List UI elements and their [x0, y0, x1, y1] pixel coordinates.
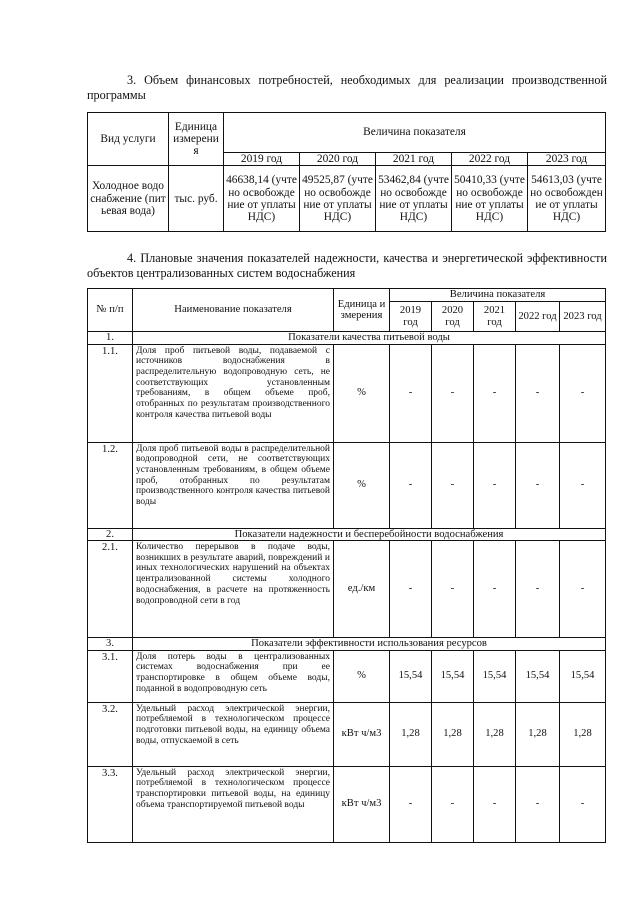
t2-row-num: 3.1. [88, 650, 133, 702]
t1-year: 2023 год [528, 153, 606, 166]
t2-year: 2021 год [474, 302, 516, 332]
section4-heading-text: 4. Плановые значения показателей надежности, качества и энергетической эффективности объектов централизованных систем водоснабжения [87, 251, 607, 280]
t2-group-title: Показатели эффективности использования ресурсов [133, 638, 606, 651]
t2-row-name: Доля потерь воды в централизованных системах водоснабжения при ее транспортировке в общем объеме воды, поданной в водопроводную сеть [133, 650, 334, 702]
t2-row-value: - [560, 766, 606, 842]
t2-row-name: Доля проб питьевой воды в распределительной водопроводной сети, не соответствующих установленным требованиям, в общем объеме проб, отобранных по результатам производственного контроля качества питьевой воды [133, 442, 334, 528]
t2-row-value: - [516, 442, 560, 528]
t2-row-value: - [560, 344, 606, 442]
t2-group-title: Показатели качества питьевой воды [133, 332, 606, 345]
t1-value-cell: 53462,84 (учтено освобождение от уплаты НДС) [376, 166, 452, 232]
section4-heading [87, 251, 607, 281]
t2-year: 2019 год [390, 302, 432, 332]
t1-year: 2021 год [376, 153, 452, 166]
t1-header-value: Величина показателя [224, 113, 606, 153]
t1-value-cell: 54613,03 (учтено освобождение от уплаты НДС) [528, 166, 606, 232]
t2-row-unit: % [334, 650, 390, 702]
section3-heading [87, 73, 607, 103]
t2-header-num: № п/п [88, 289, 133, 332]
t2-row-value: 15,54 [516, 650, 560, 702]
t2-row-value: - [516, 344, 560, 442]
t2-row-value: - [390, 442, 432, 528]
t2-row-value: - [390, 541, 432, 638]
t2-row-name: Количество перерывов в подаче воды, возникших в результате аварий, повреждений и иных технологических нарушений на объектах централизованной системы холодного водоснабжения, в расчете на протяженность водопроводной сети в год [133, 541, 334, 638]
t2-row-value: - [516, 541, 560, 638]
t2-row-num: 1.1. [88, 344, 133, 442]
t1-service-cell: Холодное водоснабжение (питьевая вода) [88, 166, 169, 232]
t2-year: 2022 год [516, 302, 560, 332]
section3-heading-text: 3. Объем финансовых потребностей, необходимых для реализации производственной программы [87, 73, 607, 102]
t2-row-unit: % [334, 344, 390, 442]
t2-row-value: 15,54 [474, 650, 516, 702]
t2-group-num: 3. [88, 638, 133, 651]
t2-row-num: 3.2. [88, 702, 133, 766]
t1-year: 2020 год [300, 153, 376, 166]
t2-row-value: - [432, 442, 474, 528]
t1-value-cell: 46638,14 (учтено освобождение от уплаты НДС) [224, 166, 300, 232]
t2-group-title: Показатели надежности и бесперебойности водоснабжения [133, 528, 606, 541]
t2-row-num: 1.2. [88, 442, 133, 528]
t2-row-value: - [516, 766, 560, 842]
t2-row-name: Удельный расход электрической энергии, потребляемой в технологическом процессе подготовки питьевой воды, на единицу объема воды, отпускаемой в сеть [133, 702, 334, 766]
t2-row-value: 1,28 [474, 702, 516, 766]
t2-header-unit: Единица измерения [334, 289, 390, 332]
t1-year: 2022 год [452, 153, 528, 166]
t2-row-value: - [560, 442, 606, 528]
t2-row-value: 1,28 [516, 702, 560, 766]
t2-year: 2020 год [432, 302, 474, 332]
t2-row-unit: кВт ч/м3 [334, 766, 390, 842]
t2-row-value: - [432, 344, 474, 442]
t1-header-unit: Единица измерения [169, 113, 224, 166]
t2-row-value: 15,54 [432, 650, 474, 702]
t2-row-value: 1,28 [560, 702, 606, 766]
t1-year: 2019 год [224, 153, 300, 166]
t2-row-value: 15,54 [560, 650, 606, 702]
t2-row-value: - [474, 344, 516, 442]
t2-row-unit: кВт ч/м3 [334, 702, 390, 766]
t2-year: 2023 год [560, 302, 606, 332]
t1-value-cell: 49525,87 (учтено освобождение от уплаты НДС) [300, 166, 376, 232]
t2-row-value: 1,28 [432, 702, 474, 766]
t2-row-value: - [432, 541, 474, 638]
t2-group-num: 1. [88, 332, 133, 345]
financial-needs-table [87, 112, 606, 232]
t2-row-name: Удельный расход электрической энергии, потребляемой в технологическом процессе транспортировки питьевой воды, на единицу объема транспортируемой питьевой воды [133, 766, 334, 842]
t2-row-value: 15,54 [390, 650, 432, 702]
t1-unit-cell: тыс. руб. [169, 166, 224, 232]
indicators-table [87, 288, 606, 843]
t2-row-num: 3.3. [88, 766, 133, 842]
t1-value-cell: 50410,33 (учтено освобождение от уплаты НДС) [452, 166, 528, 232]
t2-row-value: - [560, 541, 606, 638]
t2-group-num: 2. [88, 528, 133, 541]
t2-row-num: 2.1. [88, 541, 133, 638]
t2-row-value: - [474, 766, 516, 842]
t2-row-name: Доля проб питьевой воды, подаваемой с источников водоснабжения в распределительную водопроводную сеть, не соответствующих установленным требованиям, в общем объеме проб, отобранных по результатам производственного контроля качества питьевой воды [133, 344, 334, 442]
t2-row-unit: % [334, 442, 390, 528]
t2-row-value: 1,28 [390, 702, 432, 766]
t2-row-value: - [390, 766, 432, 842]
t2-row-value: - [474, 442, 516, 528]
t2-header-name: Наименование показателя [133, 289, 334, 332]
t2-row-value: - [390, 344, 432, 442]
t1-header-service: Вид услуги [88, 113, 169, 166]
t2-header-value: Величина показателя [390, 289, 606, 302]
t2-row-value: - [432, 766, 474, 842]
t2-row-value: - [474, 541, 516, 638]
t2-row-unit: ед./км [334, 541, 390, 638]
